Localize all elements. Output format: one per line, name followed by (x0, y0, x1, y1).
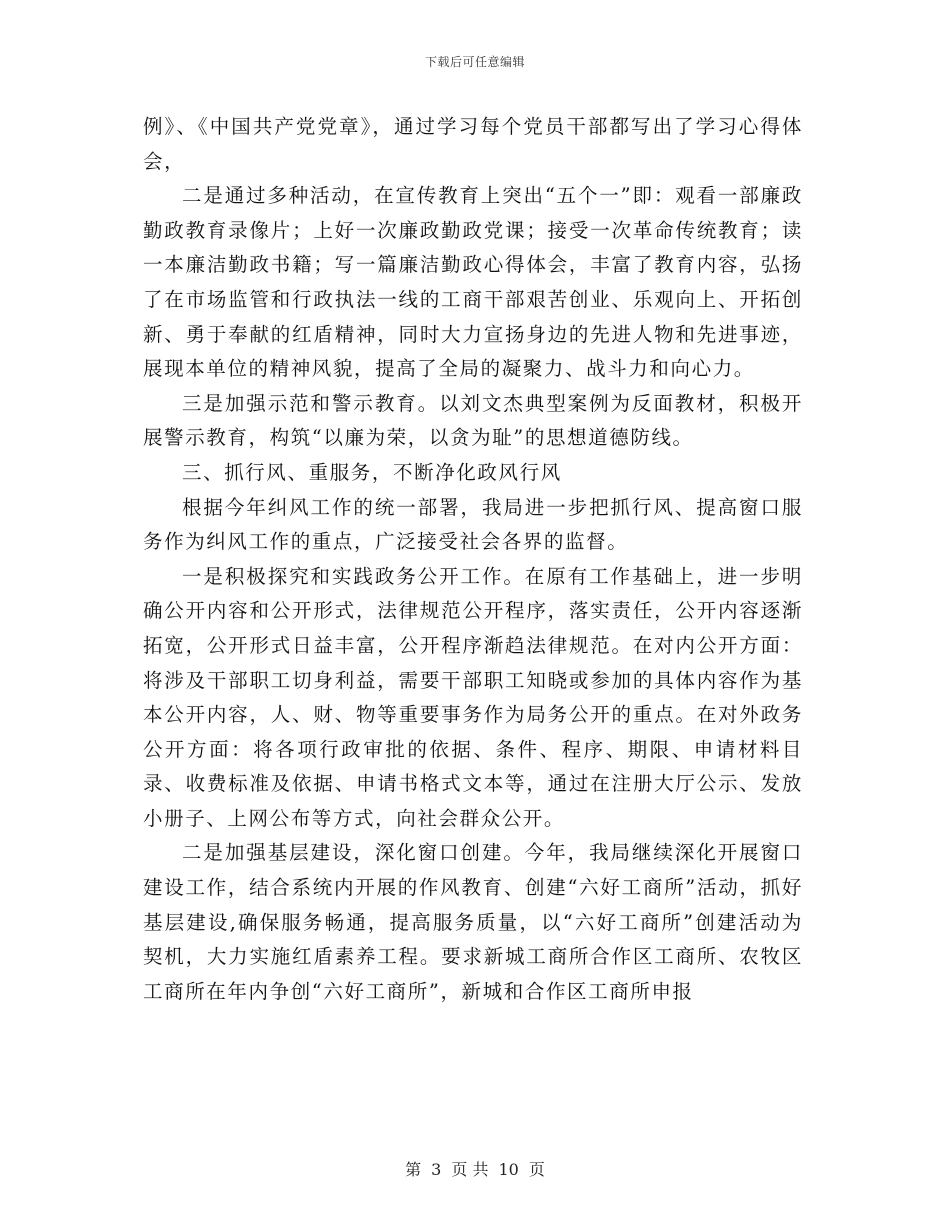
document-body (143, 110, 803, 1009)
page-footer (0, 1157, 950, 1180)
footer-suffix: 页 (528, 1160, 545, 1179)
footer-middle: 页 共 (451, 1160, 489, 1179)
page-header-note: 下载后可任意编辑 (424, 55, 525, 69)
section-heading: 三、抓行风、重服务，不断净化政风行风 (182, 460, 562, 484)
paragraph-1: 例》、《中国共产党党章》，通过学习每个党员干部都写出了学习心得体会， (143, 115, 803, 173)
paragraph-3: 三是加强示范和警示教育。以刘文杰典型案例为反面教材，积极开展警示教育，构筑“以廉为荣，以贪为耻”的思想道德防线。 (143, 391, 803, 450)
footer-prefix: 第 (405, 1160, 422, 1179)
paragraph-5: 根据今年纠风工作的统一部署，我局进一步把抓行风、提高窗口服务作为纠风工作的重点，广泛接受社会各界的监督。 (143, 495, 803, 554)
footer-total-pages: 10 (498, 1160, 519, 1179)
footer-page-number: 3 (431, 1160, 442, 1179)
paragraph-7: 二是加强基层建设，深化窗口创建。今年，我局继续深化开展窗口建设工作，结合系统内开展的作风教育、创建“六好工商所”活动，抓好基层建设,确保服务畅通，提高服务质量，以“六好工商所”创建活动为契机，大力实施红盾素养工程。要求新城工商所合作区工商所、农牧区工商所在年内争创“六好工商所”，新城和合作区工商所申报 (143, 841, 803, 1003)
paragraph-6: 一是积极探究和实践政务公开工作。在原有工作基础上，进一步明确公开内容和公开形式，法律规范公开程序，落实责任，公开内容逐渐拓宽，公开形式日益丰富，公开程序渐趋法律规范。在对内公开方面：将涉及干部职工切身利益，需要干部职工知晓或参加的具体内容作为基本公开内容，人、财、物等重要事务作为局务公开的重点。在对外政务公开方面：将各项行政审批的依据、条件、程序、期限、申请材料目录、收费标准及依据、申请书格式文本等，通过在注册大厅公示、发放小册子、上网公布等方式，向社会群众公开。 (143, 564, 803, 830)
paragraph-2: 二是通过多种活动，在宣传教育上突出“五个一”即：观看一部廉政勤政教育录像片；上好一次廉政勤政党课；接受一次革命传统教育；读一本廉洁勤政书籍；写一篇廉洁勤政心得体会，丰富了教育内容，弘扬了在市场监管和行政执法一线的工商干部艰苦创业、乐观向上、开拓创新、勇于奉献的红盾精神，同时大力宣扬身边的先进人物和先进事迹，展现本单位的精神风貌，提高了全局的凝聚力、战斗力和向心力。 (143, 184, 803, 381)
